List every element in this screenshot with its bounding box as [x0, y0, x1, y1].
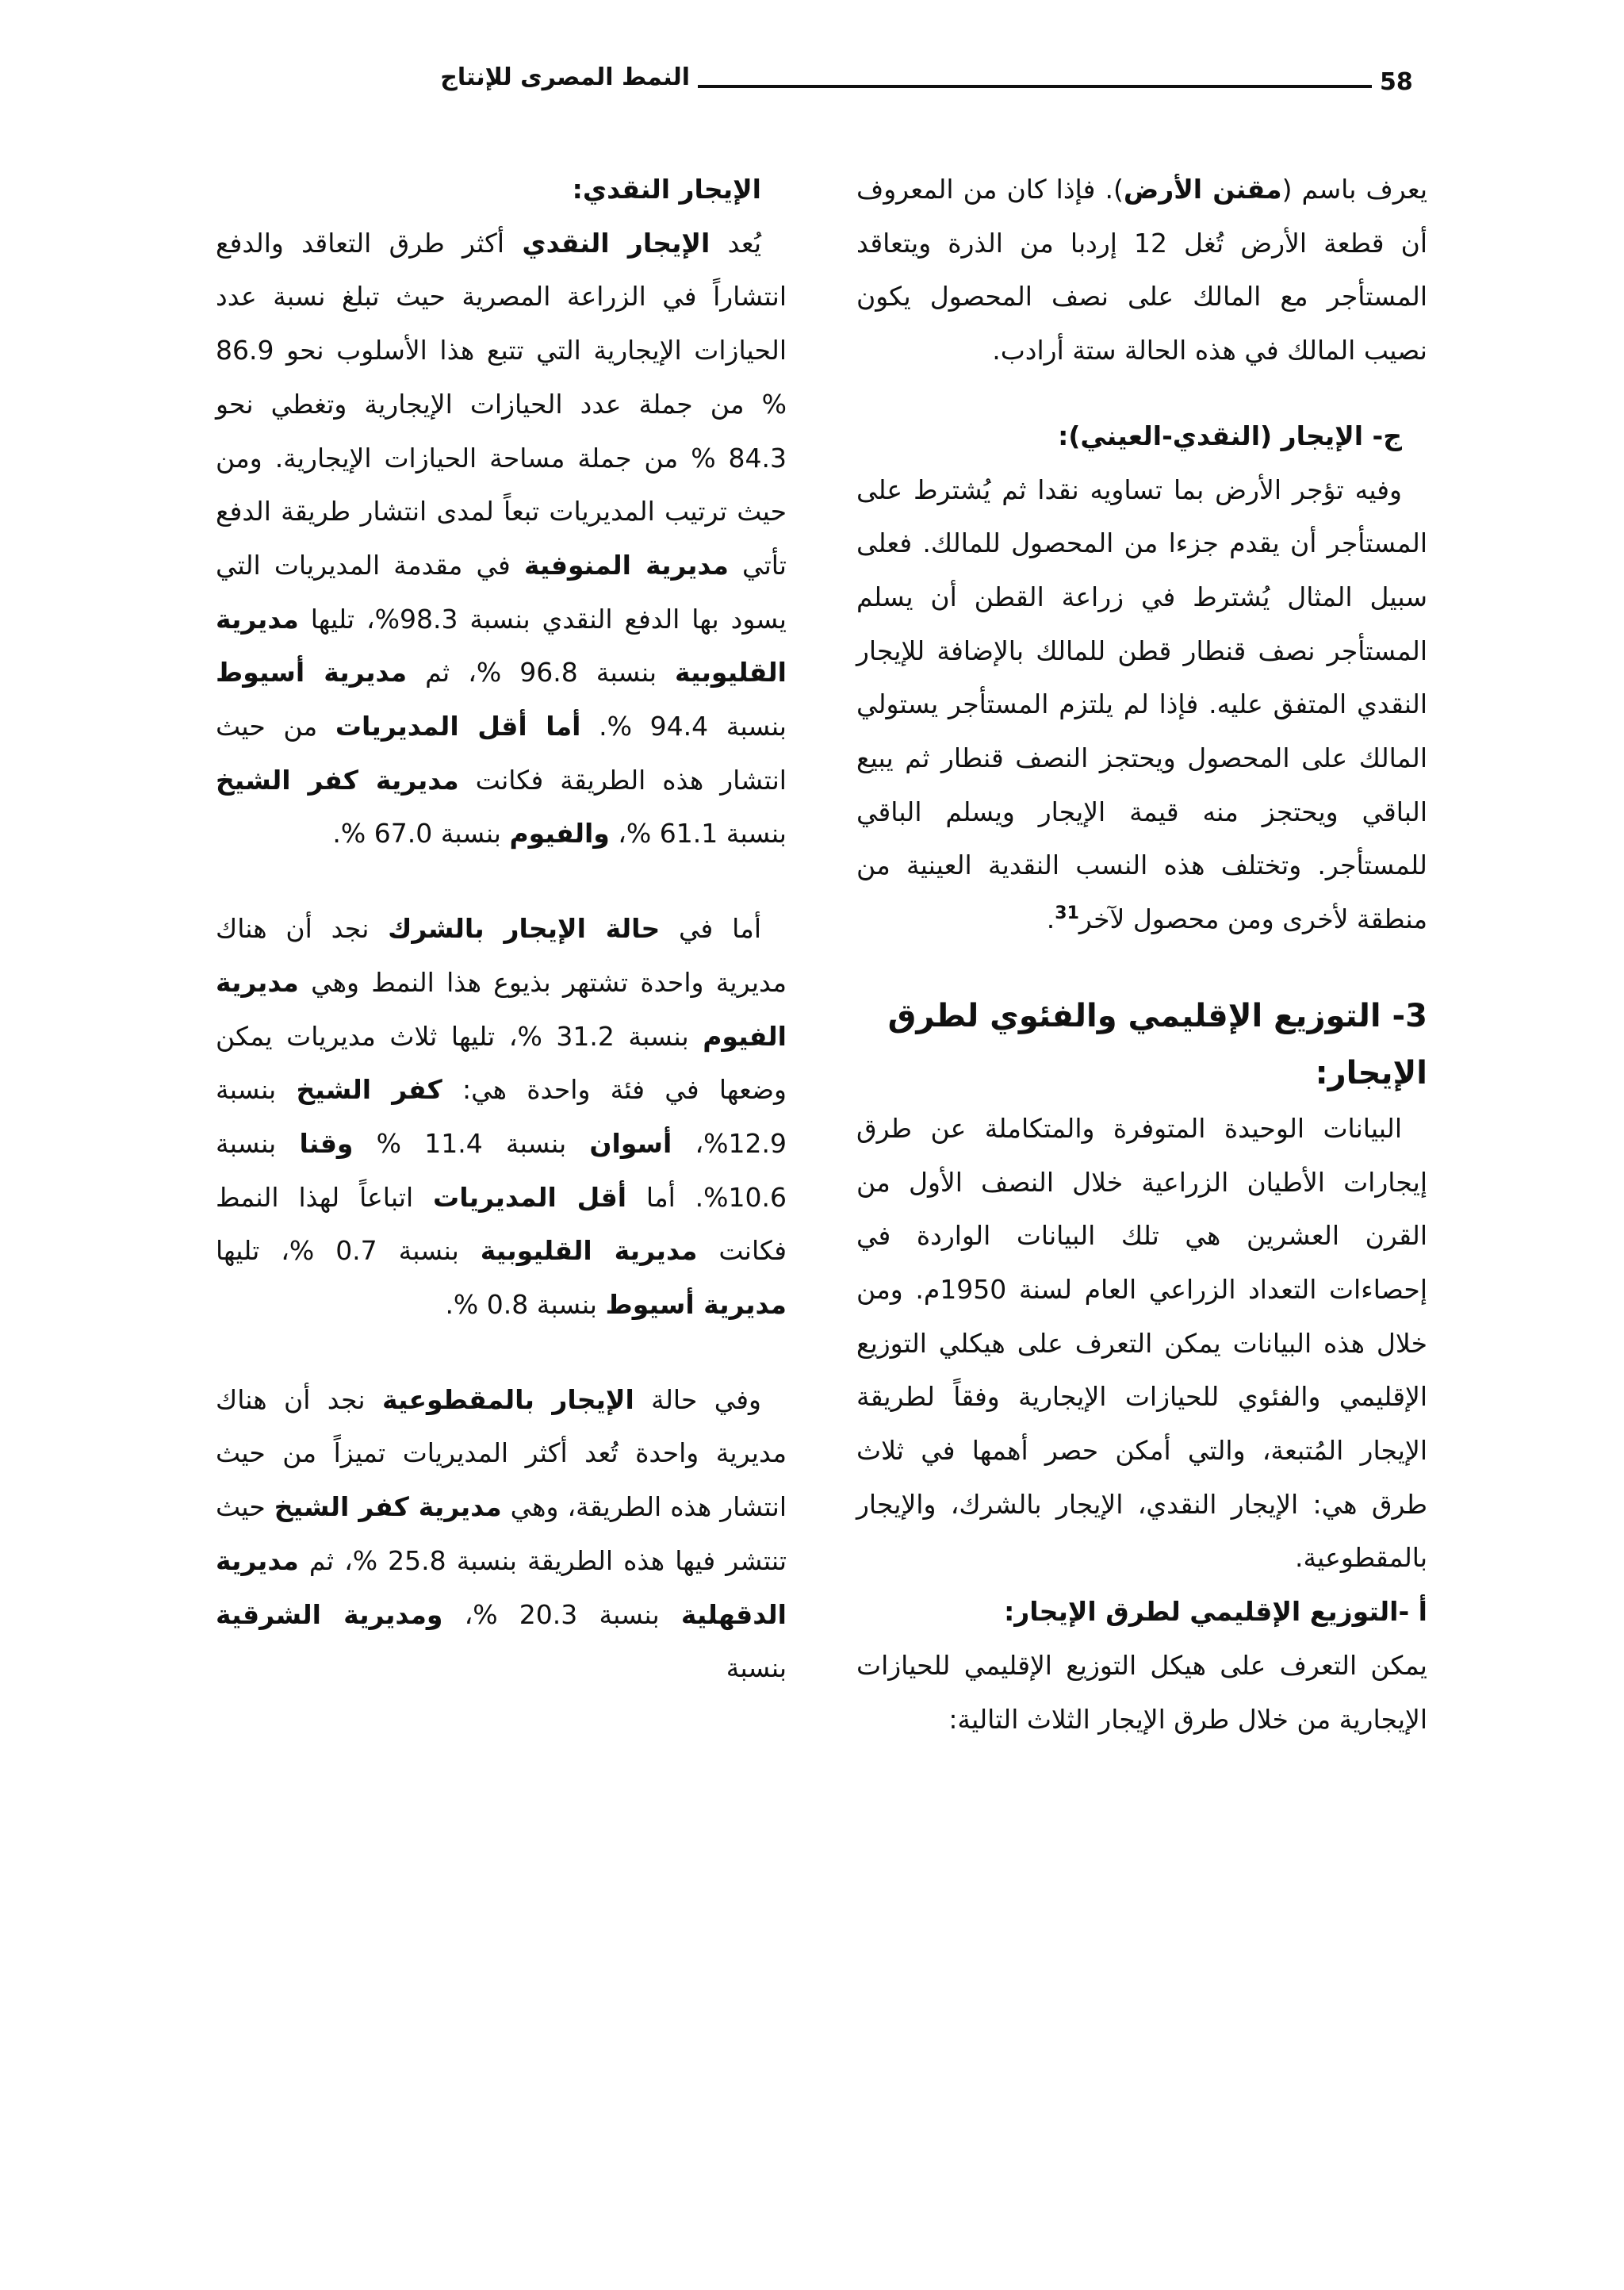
header-rule	[698, 85, 1372, 88]
left-paragraph-3: وفي حالة الإيجار بالمقطوعية نجد أن هناك مديرية واحدة تُعد أكثر المديريات تميزاً من حيث انتشار هذه الطريقة، وهي مديرية كفر الشيخ حيث تنتشر فيها هذه الطريقة بنسبة 25.8 %، ثم مديرية الدقهلية بنسبة 20.3 %، ومديرية الشرقية بنسبة	[216, 1383, 787, 1684]
right-paragraph-4: يمكن التعرف على هيكل التوزيع الإقليمي للحيازات الإيجارية من خلال طرق الإيجار الثلاث التالية:	[856, 1649, 1427, 1735]
right-paragraph-2: وفيه تؤجر الأرض بما تساويه نقدا ثم يُشترط على المستأجر أن يقدم جزءا من المحصول للمالك. فعلى سبيل المثال يُشترط في زراعة القطن أن يسلم المستأجر نصف قنطار قطن للمالك بالإضافة للإيجار النقدي المتفق عليه. فإذا لم يلتزم المستأجر يستولي المالك على المحصول ويحتجز النصف قنطار ثم يبيع الباقي ويحتجز منه قيمة الإيجار ويسلم الباقي للمستأجر. وتختلف هذه النسب النقدية العينية من منطقة لأخرى ومن محصول لآخر$^{31}$.	[856, 474, 1427, 935]
page-number: 58	[1380, 68, 1413, 96]
footnote-ref: 31	[1055, 903, 1079, 924]
left-paragraph-2: أما في حالة الإيجار بالشرك نجد أن هناك مديرية واحدة تشتهر بذيوع هذا النمط وهي مديرية الفيوم بنسبة 31.2 %، تليها ثلاث مديريات يمكن وضعها في فئة واحدة هي: كفر الشيخ بنسبة 12.9%، أسوان بنسبة 11.4 % وقنا بنسبة 10.6%. أما أقل المديريات اتباعاً لهذا النمط فكانت مديرية القليوبية بنسبة 0.7 %، تليها مديرية أسيوط بنسبة 0.8 %.	[216, 913, 787, 1321]
running-title: النمط المصرى للإنتاج	[440, 63, 690, 91]
section-heading-3: 3- التوزيع الإقليمي والفئوي لطرق الإيجار:	[887, 997, 1427, 1091]
right-column	[856, 163, 1427, 1746]
left-paragraph-1: يُعد الإيجار النقدي أكثر طرق التعاقد والدفع انتشاراً في الزراعة المصرية حيث تبلغ نسبة عدد الحيازات الإيجارية التي تتبع هذا الأسلوب نحو 86.9 % من جملة عدد الحيازات الإيجارية وتغطي نحو 84.3 % من جملة مساحة الحيازات الإيجارية. ومن حيث ترتيب المديريات تبعاً لمدى انتشار طريقة الدفع تأتي مديرية المنوفية في مقدمة المديريات التي يسود بها الدفع النقدي بنسبة 98.3%، تليها مديرية القليوبية بنسبة 96.8 %، ثم مديرية أسيوط بنسبة 94.4 %. أما أقل المديريات من حيث انتشار هذه الطريقة فكانت مديرية كفر الشيخ بنسبة 61.1 %، والفيوم بنسبة 67.0 %.	[216, 227, 787, 850]
right-paragraph-1: يعرف باسم (مقنن الأرض). فإذا كان من المعروف أن قطعة الأرض تُغل 12 إردبا من الذرة ويتعاقد المستأجر مع المالك على نصف المحصول يكون نصيب المالك في هذه الحالة ستة أرادب.	[856, 174, 1428, 366]
right-paragraph-3: البيانات الوحيدة المتوفرة والمتكاملة عن طرق إيجارات الأطيان الزراعية خلال النصف الأول من القرن العشرين هي تلك البيانات الواردة في إحصاءات التعداد الزراعي العام لسنة 1950م. ومن خلال هذه البيانات يمكن التعرف على هيكلي التوزيع الإقليمي والفئوي للحيازات الإيجارية وفقاً لطريقة الإيجار المُتبعة، والتي أمكن حصر أهمها في ثلاث طرق هي: الإيجار النقدي، الإيجار بالشرك، والإيجار بالمقطوعية.	[856, 1112, 1427, 1574]
running-header	[238, 63, 1427, 111]
heading-regional-distribution: أ -التوزيع الإقليمي لطرق الإيجار:	[1004, 1596, 1427, 1628]
left-column	[216, 163, 787, 1695]
heading-cash-rent: الإيجار النقدي:	[572, 174, 761, 205]
heading-cash-in-kind-rent: ج- الإيجار (النقدي-العيني):	[1058, 420, 1402, 451]
